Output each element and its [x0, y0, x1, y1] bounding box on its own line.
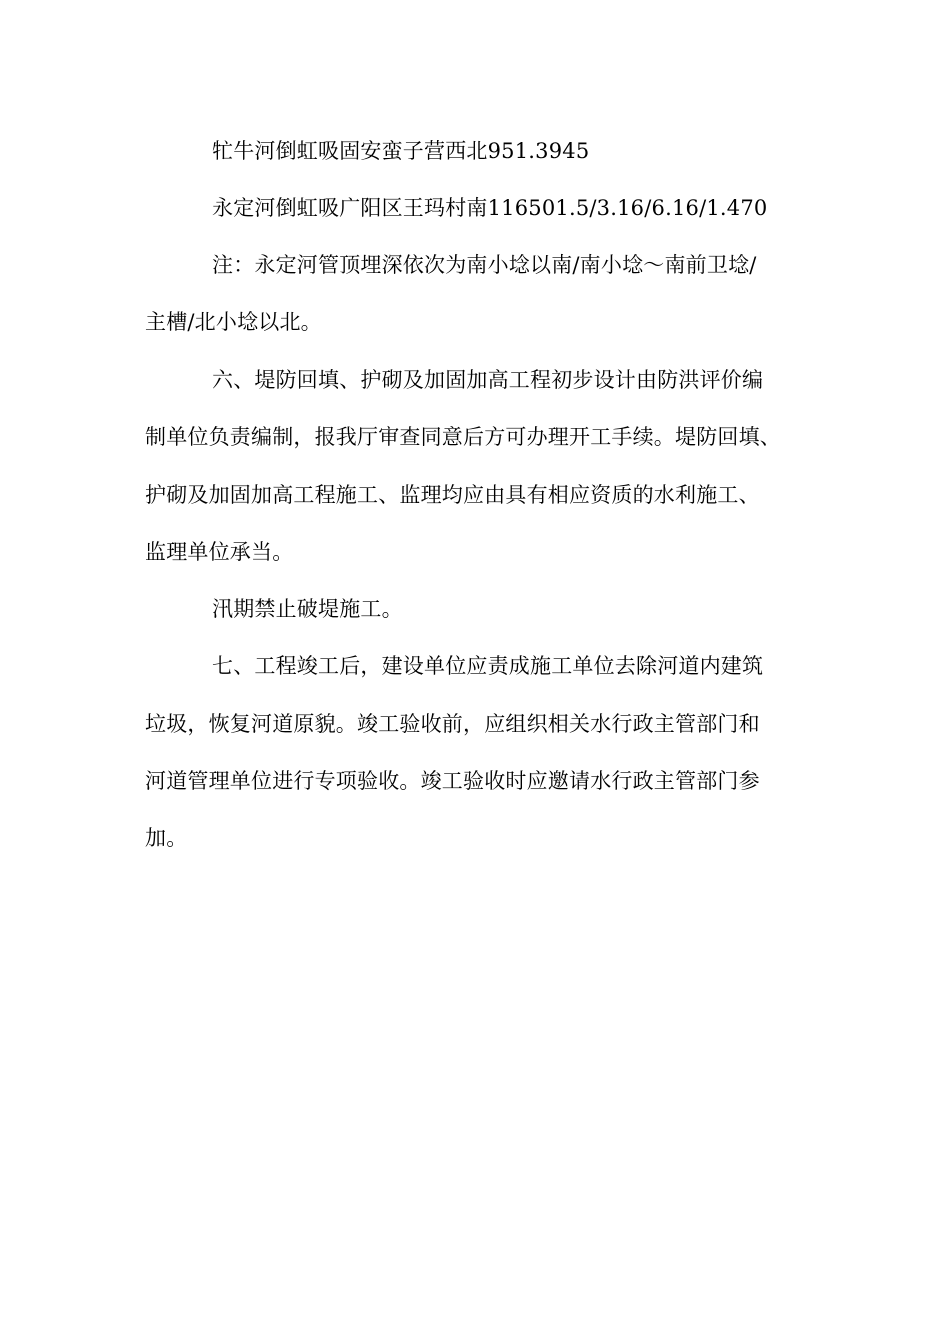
text-line-11: 垃圾，恢复河道原貌。竣工验收前，应组织相关水行政主管部门和	[145, 712, 760, 736]
text-line-13: 加。	[145, 826, 188, 850]
text-line-2: 永定河倒虹吸广阳区王玛村南116501.5/3.16/6.16/1.470	[212, 196, 768, 220]
text-line-4: 主槽/北小埝以北。	[145, 310, 322, 334]
text-line-9: 汛期禁止破堤施工。	[212, 597, 403, 621]
text-line-8: 监理单位承当。	[145, 540, 294, 564]
text-line-10: 七、工程竣工后，建设单位应责成施工单位去除河道内建筑	[212, 654, 764, 678]
text-line-7: 护砌及加固加高工程施工、监理均应由具有相应资质的水利施工、	[145, 483, 760, 507]
text-line-3: 注：永定河管顶埋深依次为南小埝以南/南小埝～南前卫埝/	[212, 253, 757, 277]
text-line-12: 河道管理单位进行专项验收。竣工验收时应邀请水行政主管部门参	[145, 769, 760, 793]
text-line-6: 制单位负责编制，报我厅审查同意后方可办理开工手续。堤防回填、	[145, 425, 781, 449]
text-line-5: 六、堤防回填、护砌及加固加高工程初步设计由防洪评价编	[212, 368, 764, 392]
text-line-1: 牤牛河倒虹吸固安蛮子营西北951.3945	[212, 139, 590, 163]
